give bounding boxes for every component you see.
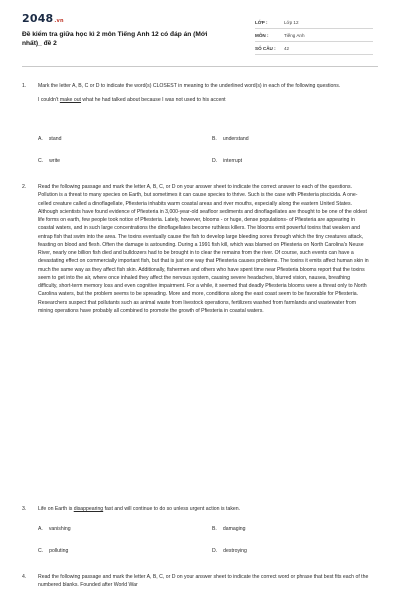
- meta-row-subject: [255, 29, 373, 42]
- option-text: write: [49, 158, 61, 164]
- meta-key: SỐ CÂU :: [255, 45, 276, 51]
- option-letter: A.: [38, 136, 43, 142]
- option-text: understand: [222, 136, 249, 142]
- option-letter: D.: [212, 158, 218, 164]
- sentence-text: what he had talked about because I was not used to his accent: [81, 97, 226, 104]
- meta-table: [255, 16, 373, 55]
- logo-text: 2048: [22, 12, 54, 25]
- question-sentence: [38, 505, 370, 513]
- document-title: Đề kiểm tra giữa học kì 2 môn Tiếng Anh 12 có đáp án (Mới nhất)_ đề 2: [22, 31, 208, 47]
- option-b[interactable]: [212, 526, 245, 532]
- meta-value: 42: [284, 45, 290, 51]
- meta-row-count: [255, 42, 373, 55]
- option-text: polluting: [49, 548, 69, 554]
- logo-suffix: .vn: [54, 18, 64, 24]
- underlined-word: make out: [59, 97, 81, 104]
- question-number: 1.: [22, 83, 27, 89]
- option-c[interactable]: [38, 548, 68, 554]
- question-2: [22, 183, 372, 315]
- question-3: [22, 505, 372, 513]
- option-text: interrupt: [223, 158, 243, 164]
- sentence-text: fast and will continue to do so unless urgent action is taken.: [103, 506, 241, 512]
- option-text: stand: [48, 136, 62, 142]
- option-c[interactable]: [38, 158, 60, 164]
- question-number: 3.: [22, 506, 27, 512]
- meta-key: MÔN :: [255, 32, 269, 38]
- option-letter: D.: [212, 548, 218, 554]
- meta-row-class: [255, 16, 373, 29]
- meta-value: Tiếng Anh: [284, 32, 305, 38]
- option-letter: C.: [38, 158, 44, 164]
- option-letter: B.: [212, 136, 217, 142]
- underlined-word: disappearing: [73, 506, 104, 512]
- question-1: [22, 82, 372, 105]
- question-prompt: Read the following passage and mark the letter A, B, C, or D on your answer sheet to indicate the correct word or phrase that best fits each of the numbered blanks. Founded after World War: [38, 574, 369, 589]
- question-sentence: [38, 96, 370, 104]
- option-text: damaging: [222, 526, 246, 532]
- reading-passage: Read the following passage and mark the letter A, B, C, or D on your answer sheet to indicate the correct answer to each of the questions. Pollution is a threat to many species on Earth, but sometimes it can cause species to thrive. Such is the case with Pfiesteria piscicida. A one-celled creature called a dinoflagellate, Pfiesteria inhabits warm coastal areas and river mouths, especially along the eastern United States. Although scientists have found evidence of Pfiesteria in 3,000-year-old seafloor sediments and dinoflagellates are thought to be one of the oldest life forms on earth, few people took notice of Pfiesteria. Lately, however, blooms - or huge, dense populations- of Pfiesteria are appearing in coastal waters, and in such large concentrations the dinoflagellates become ruthless killers. The blooms emit powerful toxins that weaken and entrap fish that swim into the area. The toxins eventually cause the fish to develop large bleeding sores through which the tiny creatures attack, feasting on blood and flesh. Often the damage is astounding. During a 1991 fish kill, which was blamed on Pfiesteria on North Carolina's Neuse River, nearly one billion fish died and bulldozers had to be brought in to clear the remains from the river. Of course, such events can have a devastating effect on commercially important fish, but that is just one way that Pfiesteria causes problems. The toxins it emits affect human skin in much the same way as they affect fish skin. Additionally, fishermen and others who have spent time near Pfiesteria blooms report that the toxins seem to get into the air, where once inhaled they affect the nervous system, causing severe headaches, blurred vision, nausea, breathing difficulty, short-term memory loss and even cognitive impairment. For a while, it seemed that deadly Pfiesteria blooms were a threat only to North Carolina waters, but the problem seems to be spreading. More and more, conditions along the east coast seem to be favorable for Pfiesteria. Researchers suspect that pollutants such as animal waste from livestock operations, fertilizers washed from farmlands and wastewater from mining operations have probably all combined to promote the growth of Pfiesteria in coastal waters.: [38, 184, 369, 314]
- question-prompt: Mark the letter A, B, C or D to indicate the word(s) CLOSEST in meaning to the underlined word(s) in each of the following questions.: [38, 83, 341, 89]
- site-logo[interactable]: [22, 12, 64, 25]
- question-number: 2.: [22, 184, 27, 190]
- question-4: [22, 573, 372, 590]
- option-letter: B.: [212, 526, 217, 532]
- option-letter: C.: [38, 548, 44, 554]
- sentence-text: Life on Earth is: [38, 506, 74, 512]
- question-number: 4.: [22, 574, 27, 580]
- sentence-text: I couldn't: [38, 97, 60, 104]
- option-letter: A.: [38, 526, 43, 532]
- header-divider: [22, 66, 378, 67]
- option-d[interactable]: [212, 548, 247, 554]
- meta-key: LỚP :: [255, 19, 268, 25]
- option-a[interactable]: [38, 526, 71, 532]
- option-d[interactable]: [212, 158, 242, 164]
- option-b[interactable]: [212, 136, 249, 142]
- option-text: vanishing: [48, 526, 71, 532]
- option-text: destroying: [223, 548, 247, 554]
- option-a[interactable]: [38, 136, 61, 142]
- meta-value: Lớp 12: [284, 19, 299, 25]
